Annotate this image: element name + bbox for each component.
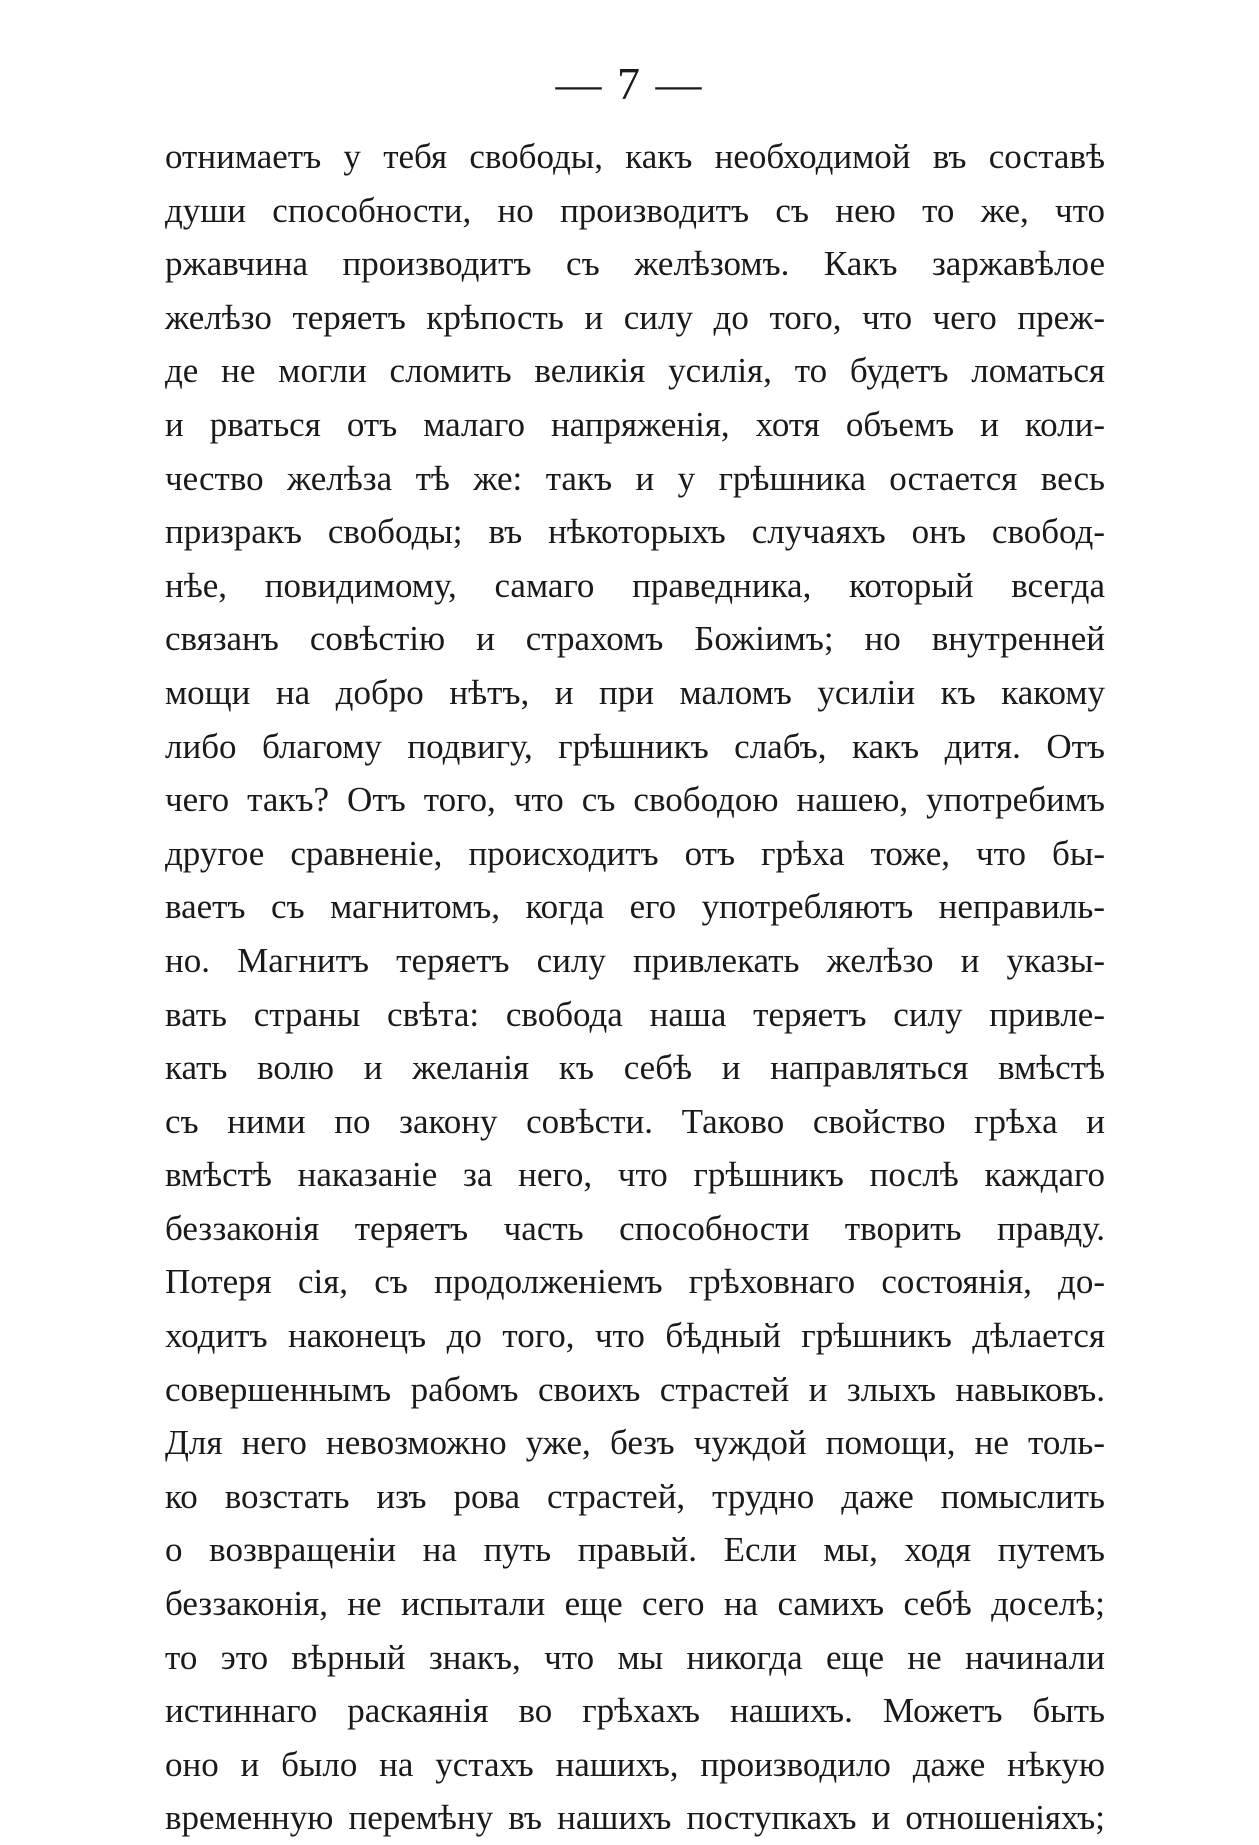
text-line: связанъ совѣстію и страхомъ Божіимъ; но внутренней [165, 619, 1105, 659]
text-line: другое сравненіе, происходитъ отъ грѣха тоже, что бы- [165, 833, 1105, 873]
text-line: ко возстать изъ рова страстей, трудно даже помыслить [165, 1476, 1105, 1516]
text-line: беззаконія теряетъ часть способности творить правду. [165, 1208, 1105, 1248]
text-line: Потеря сія, съ продолженіемъ грѣховнаго состоянія, до- [165, 1262, 1105, 1302]
text-line: нѣе, повидимому, самаго праведника, который всегда [165, 565, 1105, 605]
body-text [165, 130, 1105, 1845]
text-line: вать страны свѣта: свобода наша теряетъ силу привле- [165, 994, 1105, 1034]
text-line: чество желѣза тѣ же: такъ и у грѣшника остается весь [165, 458, 1105, 498]
text-line: ваетъ съ магнитомъ, когда его употребляютъ неправиль- [165, 887, 1105, 927]
text-line: временную перемѣну въ нашихъ поступкахъ и отношеніяхъ; [165, 1798, 1105, 1838]
text-line: беззаконія, не испытали еще сего на самихъ себѣ доселѣ; [165, 1584, 1105, 1624]
text-line: оно и было на устахъ нашихъ, производило даже нѣкую [165, 1744, 1105, 1784]
text-line: о возвращеніи на путь правый. Если мы, ходя путемъ [165, 1530, 1105, 1570]
text-line: души способности, но производитъ съ нею то же, что [165, 190, 1105, 230]
text-line: съ ними по закону совѣсти. Таково свойство грѣха и [165, 1101, 1105, 1141]
text-line: де не могли сломить великія усилія, то будетъ ломаться [165, 351, 1105, 391]
text-line: ходитъ наконецъ до того, что бѣдный грѣшникъ дѣлается [165, 1316, 1105, 1356]
text-line: то это вѣрный знакъ, что мы никогда еще не начинали [165, 1637, 1105, 1677]
text-line: мощи на добро нѣтъ, и при маломъ усиліи къ какому [165, 672, 1105, 712]
text-line: призракъ свободы; въ нѣкоторыхъ случаяхъ онъ свобод- [165, 512, 1105, 552]
text-line: желѣзо теряетъ крѣпость и силу до того, что чего преж- [165, 297, 1105, 337]
text-line: но. Магнитъ теряетъ силу привлекать желѣзо и указы- [165, 940, 1105, 980]
text-line: кать волю и желанія къ себѣ и направляться вмѣстѣ [165, 1048, 1105, 1088]
text-line: чего такъ? Отъ того, что съ свободою нашею, употребимъ [165, 780, 1105, 820]
text-line: совершеннымъ рабомъ своихъ страстей и злыхъ навыковъ. [165, 1369, 1105, 1409]
page-number: — 7 — [555, 58, 704, 109]
text-line: либо благому подвигу, грѣшникъ слабъ, какъ дитя. Отъ [165, 726, 1105, 766]
text-line: отнимаетъ у тебя свободы, какъ необходимой въ составѣ [165, 137, 1105, 176]
text-line: Для него невозможно уже, безъ чуждой помощи, не толь- [165, 1423, 1105, 1463]
text-line: истиннаго раскаянія во грѣхахъ нашихъ. Можетъ быть [165, 1691, 1105, 1731]
text-line: ржавчина производитъ съ желѣзомъ. Какъ заржавѣлое [165, 244, 1105, 284]
text-line: и рваться отъ малаго напряженія, хотя объемъ и коли- [165, 404, 1105, 444]
text-line: вмѣстѣ наказаніе за него, что грѣшникъ послѣ каждаго [165, 1155, 1105, 1195]
